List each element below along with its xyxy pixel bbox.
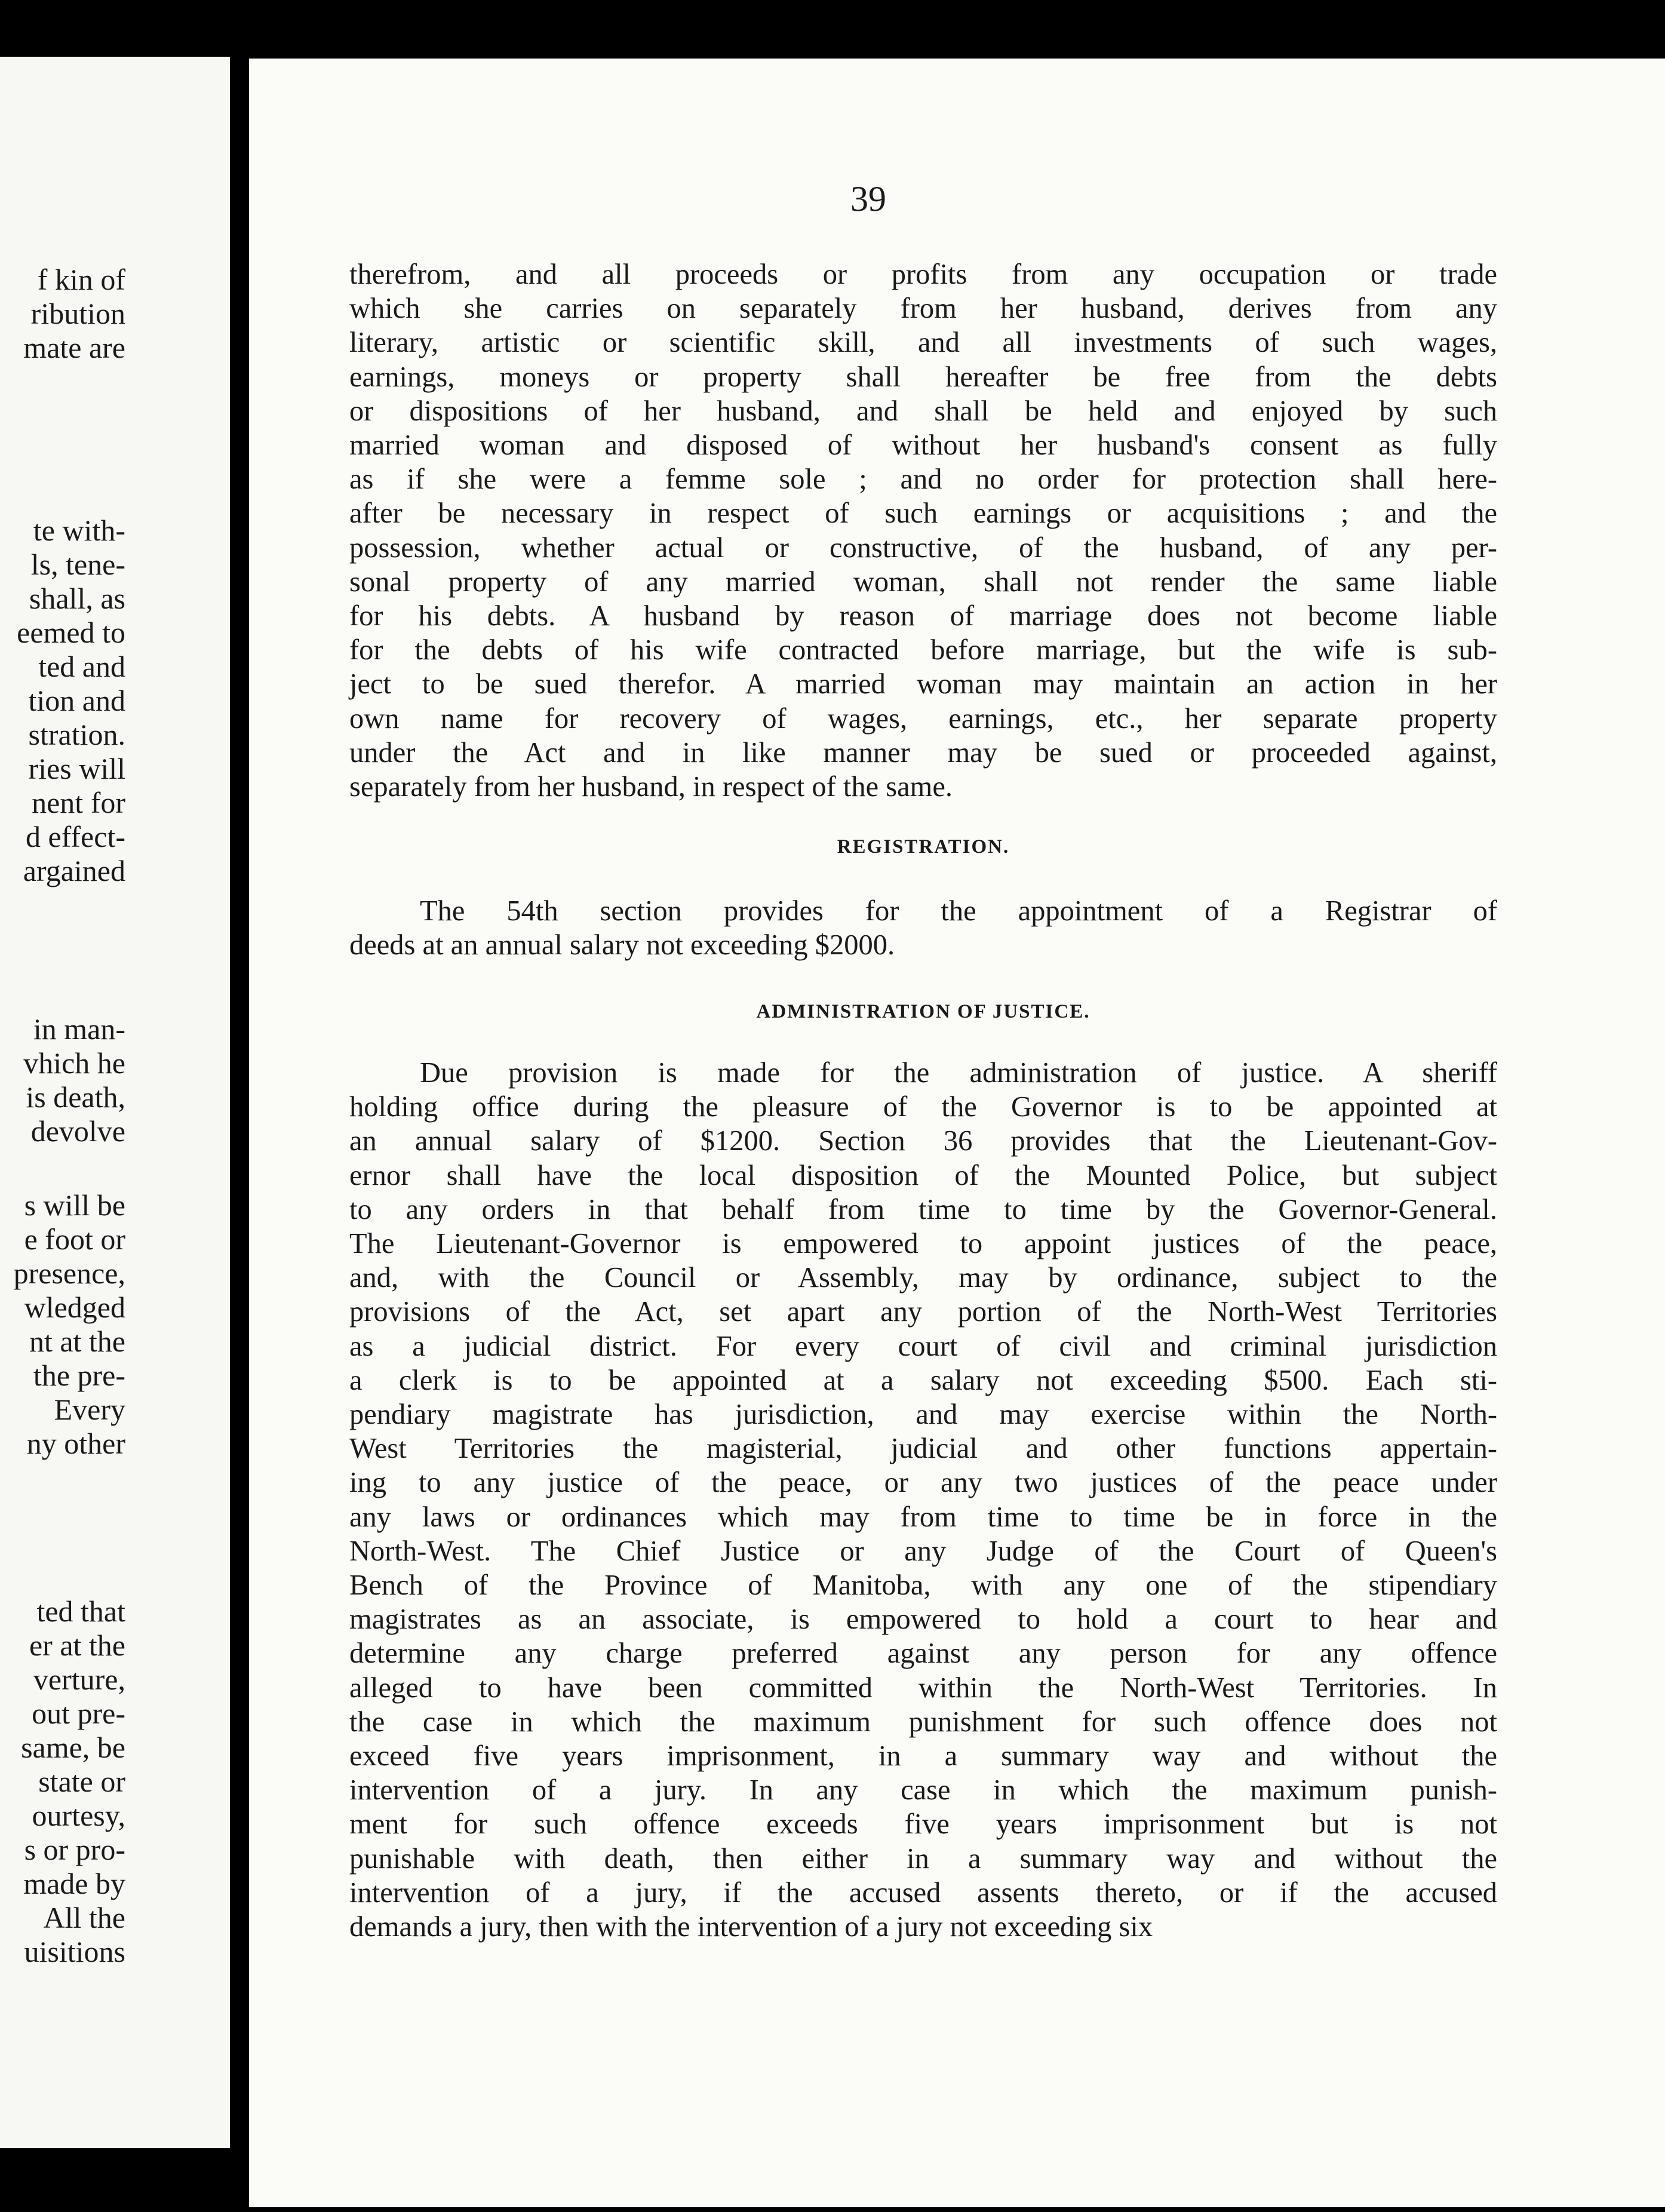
- text-line: to any orders in that behalf from time to time by the Governor-General.: [349, 1193, 1497, 1225]
- text-line: any laws or ordinances which may from time to time be in force in the: [349, 1501, 1497, 1533]
- text-line: ject to be sued therefor. A married woman may maintain an action in her: [349, 668, 1497, 701]
- text-line: holding office during the pleasure of the Governor is to be appointed at: [349, 1091, 1497, 1123]
- text-line: for the debts of his wife contracted before marriage, but the wife is sub-: [349, 634, 1497, 666]
- text-line: demands a jury, then with the intervention of a jury not exceeding six: [349, 1911, 1153, 1943]
- facing-page-line: mate are: [23, 331, 125, 364]
- facing-page-line: stration.: [28, 718, 125, 751]
- text-line: after be necessary in respect of such earnings or acquisitions ; and the: [349, 497, 1497, 530]
- facing-page-line: ted that: [36, 1595, 125, 1628]
- text-line: intervention of a jury. In any case in which the maximum punish-: [349, 1774, 1497, 1807]
- text-line: Due provision is made for the administration of justice. A sheriff: [420, 1057, 1497, 1089]
- text-line: earnings, moneys or property shall hereafter be free from the debts: [349, 361, 1497, 393]
- facing-page-line-group: [14, 1188, 125, 1461]
- text-line: and, with the Council or Assembly, may by ordinance, subject to the: [349, 1262, 1497, 1294]
- facing-page-line: same, be: [21, 1731, 125, 1764]
- page-gutter: [230, 57, 249, 2148]
- text-line: intervention of a jury, if the accused assents thereto, or if the accused: [349, 1876, 1497, 1909]
- facing-page-line: ribution: [30, 297, 125, 330]
- text-line: provisions of the Act, set apart any portion of the North-West Territories: [349, 1296, 1497, 1328]
- text-line: ment for such offence exceeds five years imprisonment but is not: [349, 1808, 1497, 1841]
- facing-page-line: verture,: [33, 1663, 125, 1696]
- text-line: The 54th section provides for the appointment of a Registrar of: [420, 895, 1497, 927]
- text-line: The Lieutenant-Governor is empowered to appoint justices of the peace,: [349, 1228, 1497, 1260]
- facing-page-line: made by: [23, 1867, 125, 1900]
- facing-page-line: uisitions: [24, 1935, 125, 1968]
- facing-page-line-group: [23, 1012, 125, 1148]
- facing-page-line: nt at the: [29, 1325, 125, 1358]
- facing-page-fragment: [0, 57, 230, 2148]
- facing-page-line: vhich he: [23, 1046, 125, 1080]
- text-line: possession, whether actual or constructive, of the husband, of any per-: [349, 532, 1497, 564]
- text-line: literary, artistic or scientific skill, and all investments of such wages,: [349, 327, 1497, 359]
- facing-page-line: te with-: [33, 514, 125, 547]
- paragraph-married-women-property: [349, 257, 1497, 804]
- facing-page-line: wledged: [24, 1291, 125, 1324]
- facing-page-line: ny other: [26, 1427, 125, 1460]
- facing-page-line: nent for: [32, 786, 125, 819]
- facing-page-line: the pre-: [33, 1359, 125, 1392]
- text-line: a clerk is to be appointed at a salary not exceeding $500. Each sti-: [349, 1364, 1497, 1396]
- text-line: determine any charge preferred against any person for any offence: [349, 1638, 1497, 1670]
- facing-page-line: argained: [23, 854, 125, 887]
- text-line: West Territories the magisterial, judicial and other functions appertain-: [349, 1433, 1497, 1465]
- document-page: [249, 59, 1665, 2207]
- text-line: own name for recovery of wages, earnings, etc., her separate property: [349, 702, 1497, 735]
- facing-page-line: Every: [54, 1393, 125, 1426]
- heading-registration: REGISTRATION.: [837, 836, 1010, 858]
- facing-page-line: out pre-: [32, 1697, 125, 1730]
- facing-page-line: s will be: [24, 1188, 125, 1222]
- text-line: ing to any justice of the peace, or any two justices of the peace under: [349, 1467, 1497, 1499]
- facing-page-line: s or pro-: [24, 1833, 125, 1866]
- text-line: under the Act and in like manner may be sued or proceeded against,: [349, 736, 1497, 769]
- facing-page-line: state or: [38, 1765, 125, 1798]
- text-line: for his debts. A husband by reason of marriage does not become liable: [349, 600, 1497, 632]
- text-line: magistrates as an associate, is empowered to hold a court to hear and: [349, 1603, 1497, 1636]
- text-line: the case in which the maximum punishment for such offence does not: [349, 1706, 1497, 1738]
- text-line: ernor shall have the local disposition of the Mounted Police, but subject: [349, 1159, 1497, 1191]
- facing-page-line: d effect-: [25, 820, 125, 853]
- facing-page-line: e foot or: [24, 1222, 125, 1256]
- text-line: exceed five years imprisonment, in a summary way and without the: [349, 1740, 1497, 1772]
- facing-page-line: eemed to: [17, 616, 125, 649]
- text-line: or dispositions of her husband, and shall be held and enjoyed by such: [349, 395, 1497, 427]
- text-line: which she carries on separately from her husband, derives from any: [349, 293, 1497, 325]
- facing-page-line: devolve: [30, 1114, 125, 1148]
- heading-administration-of-justice: ADMINISTRATION OF JUSTICE.: [756, 1001, 1090, 1022]
- facing-page-line: ted and: [38, 650, 125, 683]
- text-line: married woman and disposed of without her husband's consent as fully: [349, 429, 1497, 462]
- facing-page-line-group: [17, 514, 125, 888]
- facing-page-line: presence,: [13, 1256, 125, 1290]
- facing-page-line-group: [23, 263, 125, 365]
- facing-page-line: tion and: [28, 684, 125, 717]
- text-line: alleged to have been committed within the North-West Territories. In: [349, 1672, 1497, 1704]
- facing-page-line: in man-: [33, 1012, 125, 1046]
- facing-page-line: f kin of: [37, 263, 125, 296]
- facing-page-line: ourtesy,: [32, 1799, 125, 1832]
- facing-page-line: er at the: [29, 1629, 125, 1662]
- text-line: punishable with death, then either in a summary way and without the: [349, 1842, 1497, 1875]
- text-line: an annual salary of $1200. Section 36 provides that the Lieutenant-Gov-: [349, 1125, 1497, 1157]
- text-line: North-West. The Chief Justice or any Judge of the Court of Queen's: [349, 1535, 1497, 1567]
- facing-page-line: ls, tene-: [30, 548, 125, 581]
- text-line: pendiary magistrate has jurisdiction, and may exercise within the North-: [349, 1399, 1497, 1431]
- page-number: 39: [850, 179, 886, 219]
- paragraph-administration-of-justice: [349, 1056, 1497, 1944]
- text-line: deeds at an annual salary not exceeding $2000.: [349, 929, 895, 961]
- text-line: separately from her husband, in respect of the same.: [349, 771, 953, 803]
- facing-page-line: ries will: [28, 752, 125, 785]
- facing-page-line: is death,: [26, 1080, 125, 1114]
- facing-page-line: shall, as: [29, 582, 125, 615]
- facing-page-line-group: [21, 1595, 125, 1969]
- paragraph-registration: [349, 894, 1497, 962]
- text-line: as a judicial district. For every court of civil and criminal jurisdiction: [349, 1330, 1497, 1362]
- text-line: sonal property of any married woman, shall not render the same liable: [349, 566, 1497, 598]
- text-line: Bench of the Province of Manitoba, with any one of the stipendiary: [349, 1569, 1497, 1602]
- text-line: therefrom, and all proceeds or profits from any occupation or trade: [349, 259, 1497, 290]
- facing-page-line: All the: [43, 1901, 125, 1934]
- text-line: as if she were a femme sole ; and no order for protection shall here-: [349, 463, 1497, 496]
